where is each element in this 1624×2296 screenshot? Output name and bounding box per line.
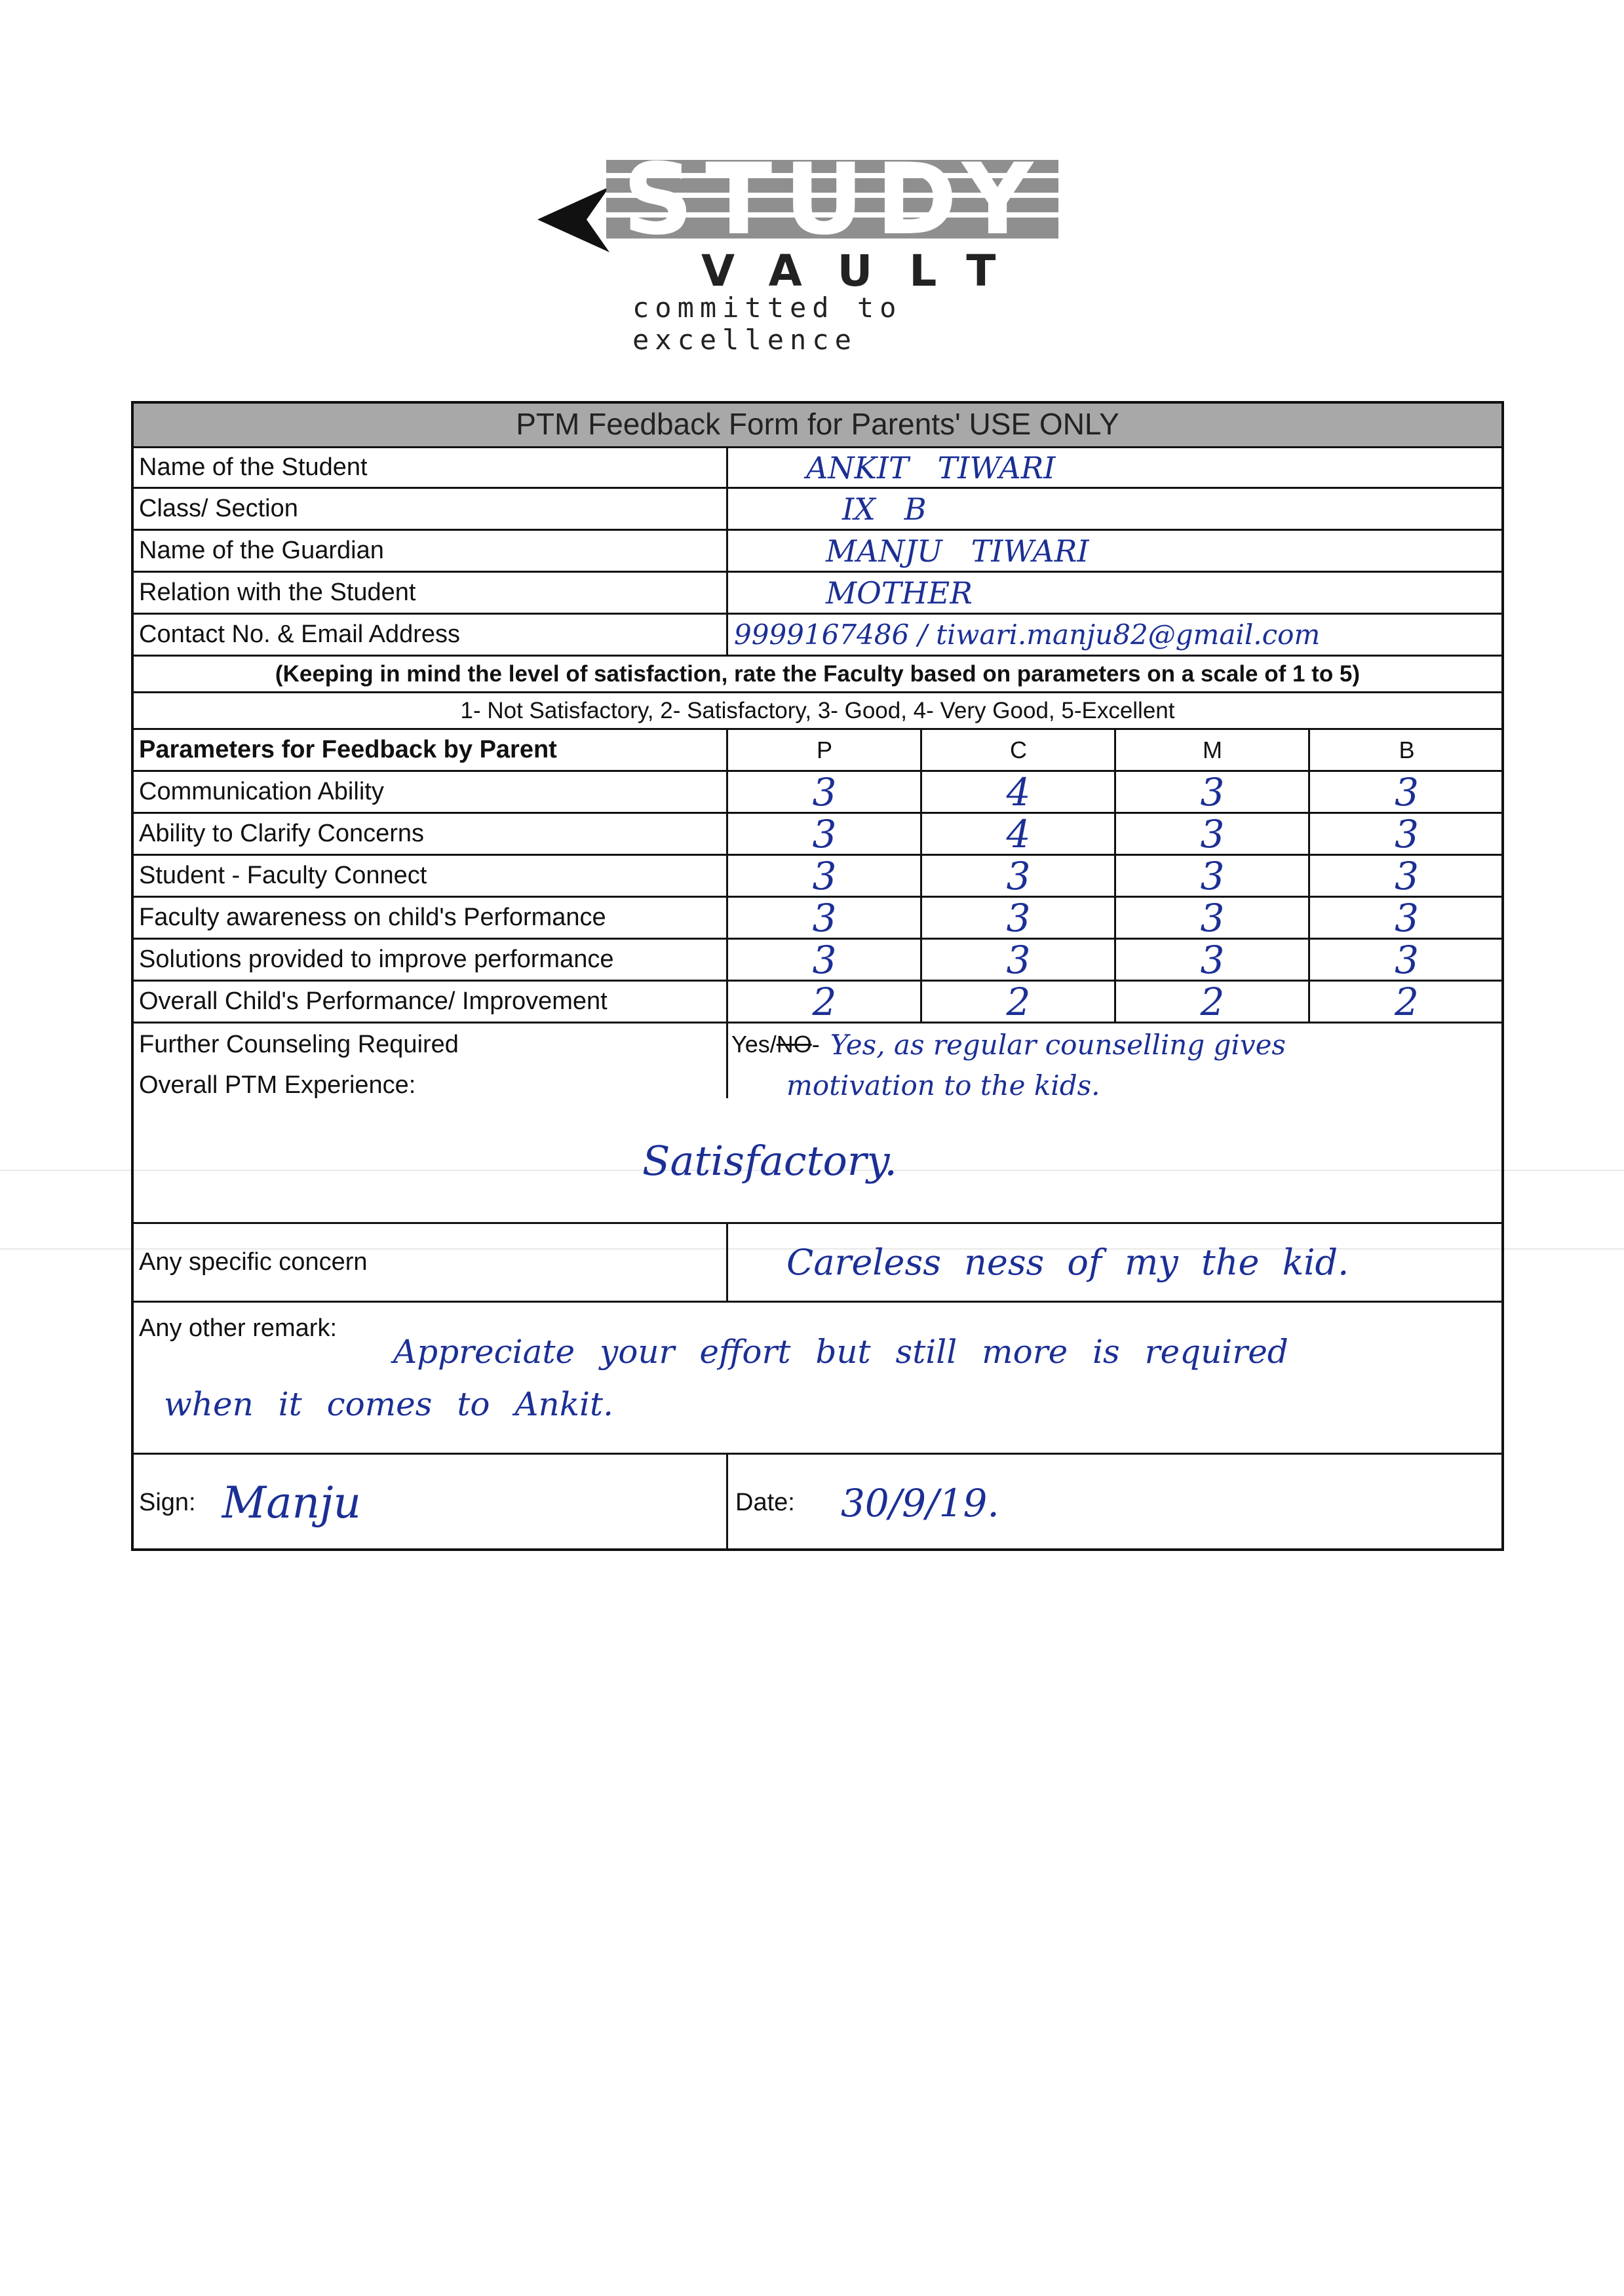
- rating-value[interactable]: 3: [1006, 895, 1031, 940]
- field-label: Name of the Student: [139, 453, 368, 481]
- scale-row: [131, 693, 1504, 730]
- remark-label: Any other remark:: [139, 1314, 337, 1342]
- param-label: Faculty awareness on child's Performance: [139, 904, 606, 931]
- rating-value[interactable]: 3: [812, 895, 837, 940]
- remark-line2[interactable]: when it comes to Ankit.: [164, 1385, 613, 1423]
- date-value[interactable]: 30/9/19.: [840, 1480, 999, 1525]
- param-label: Student - Faculty Connect: [139, 862, 427, 889]
- param-row: [131, 937, 1504, 982]
- form-title-row: [131, 401, 1504, 448]
- field-label: Contact No. & Email Address: [139, 621, 460, 648]
- rating-value[interactable]: 3: [1395, 769, 1419, 814]
- concern-row: [131, 1224, 1504, 1303]
- rating-value[interactable]: 2: [1006, 979, 1031, 1024]
- rating-value[interactable]: 3: [1200, 853, 1225, 898]
- subject-header: B: [1399, 736, 1415, 763]
- field-row-class: [131, 489, 1504, 531]
- param-label: Communication Ability: [139, 778, 384, 805]
- relation-value[interactable]: MOTHER: [826, 575, 973, 611]
- rating-value[interactable]: 2: [1200, 979, 1225, 1024]
- param-label: Solutions provided to improve performance: [139, 946, 614, 973]
- rating-value[interactable]: 3: [1006, 937, 1031, 982]
- field-row-contact: [131, 615, 1504, 657]
- logo-word: STUDY: [623, 143, 1045, 257]
- logo-vault: VAULT: [701, 246, 1033, 296]
- rating-value[interactable]: 3: [1200, 811, 1225, 856]
- logo-tagline: committed to excellence: [632, 292, 902, 356]
- param-row: [131, 895, 1504, 940]
- rating-value[interactable]: 3: [812, 811, 837, 856]
- subject-header: C: [1010, 736, 1027, 763]
- param-row: [131, 979, 1504, 1024]
- field-label: Relation with the Student: [139, 579, 416, 606]
- rating-value[interactable]: 3: [1006, 853, 1031, 898]
- date-label: Date:: [735, 1489, 795, 1516]
- rating-value[interactable]: 2: [812, 979, 837, 1024]
- sign-value[interactable]: Manju: [222, 1478, 362, 1528]
- param-row: [131, 811, 1504, 856]
- rating-value[interactable]: 3: [1200, 769, 1225, 814]
- remark-row: [131, 1303, 1504, 1455]
- scale-text: 1- Not Satisfactory, 2- Satisfactory, 3- Good, 4- Very Good, 5-Excellent: [460, 697, 1175, 723]
- subject-header: M: [1203, 736, 1222, 763]
- field-label: Name of the Guardian: [139, 537, 384, 564]
- rating-value[interactable]: 4: [1006, 769, 1031, 814]
- concern-label: Any specific concern: [139, 1248, 368, 1276]
- param-label: Overall Child's Performance/ Improvement: [139, 987, 608, 1015]
- param-row: [131, 769, 1504, 814]
- experience-value[interactable]: Satisfactory.: [642, 1136, 898, 1185]
- experience-row: [131, 1065, 1504, 1224]
- rating-value[interactable]: 3: [1395, 937, 1419, 982]
- field-label: Class/ Section: [139, 495, 298, 522]
- instruction-text: (Keeping in mind the level of satisfaction, rate the Faculty based on parameters on a scale of 1 to 5): [275, 660, 1361, 687]
- rating-value[interactable]: 3: [812, 769, 837, 814]
- rating-value[interactable]: 3: [1200, 895, 1225, 940]
- student-name-value[interactable]: ANKIT TIWARI: [806, 450, 1056, 486]
- param-row: [131, 853, 1504, 898]
- params-header-row: [131, 730, 1504, 772]
- rating-value[interactable]: 3: [1395, 853, 1419, 898]
- concern-value[interactable]: Careless ness of my the kid.: [786, 1242, 1349, 1283]
- instruction-row: [131, 657, 1504, 693]
- rating-value[interactable]: 3: [1395, 895, 1419, 940]
- guardian-value[interactable]: MANJU TIWARI: [826, 533, 1089, 569]
- form-title: PTM Feedback Form for Parents' USE ONLY: [516, 406, 1119, 441]
- sign-label: Sign:: [139, 1489, 196, 1516]
- experience-label: Overall PTM Experience:: [139, 1071, 416, 1099]
- study-vault-logo: [524, 143, 1114, 356]
- params-header: Parameters for Feedback by Parent: [139, 736, 557, 763]
- sign-date-row: [131, 1455, 1504, 1551]
- rating-value[interactable]: 3: [1395, 811, 1419, 856]
- counseling-label: Further Counseling Required: [139, 1030, 459, 1058]
- rating-value[interactable]: 2: [1395, 979, 1419, 1024]
- param-label: Ability to Clarify Concerns: [139, 820, 425, 847]
- field-row-student-name: [131, 448, 1504, 489]
- field-row-relation: [131, 573, 1504, 615]
- subject-header: P: [816, 736, 832, 763]
- counseling-row: [131, 1024, 1504, 1065]
- rating-value[interactable]: 4: [1006, 811, 1031, 856]
- counseling-separator: -: [811, 1031, 820, 1058]
- rating-value[interactable]: 3: [812, 853, 837, 898]
- field-row-guardian: [131, 531, 1504, 573]
- contact-value[interactable]: 9999167486 / tiwari.manju82@gmail.com: [734, 619, 1321, 651]
- counseling-answer-line2[interactable]: motivation to the kids.: [786, 1069, 1100, 1101]
- remark-line1[interactable]: Appreciate your effort but still more is required: [393, 1333, 1288, 1371]
- counseling-yes-option[interactable]: Yes/: [731, 1031, 777, 1058]
- rating-value[interactable]: 3: [1200, 937, 1225, 982]
- counseling-answer-line1[interactable]: Yes, as regular counselling gives: [830, 1028, 1286, 1061]
- counseling-no-option[interactable]: NO: [776, 1031, 812, 1058]
- rating-value[interactable]: 3: [812, 937, 837, 982]
- class-value[interactable]: IX B: [842, 491, 927, 527]
